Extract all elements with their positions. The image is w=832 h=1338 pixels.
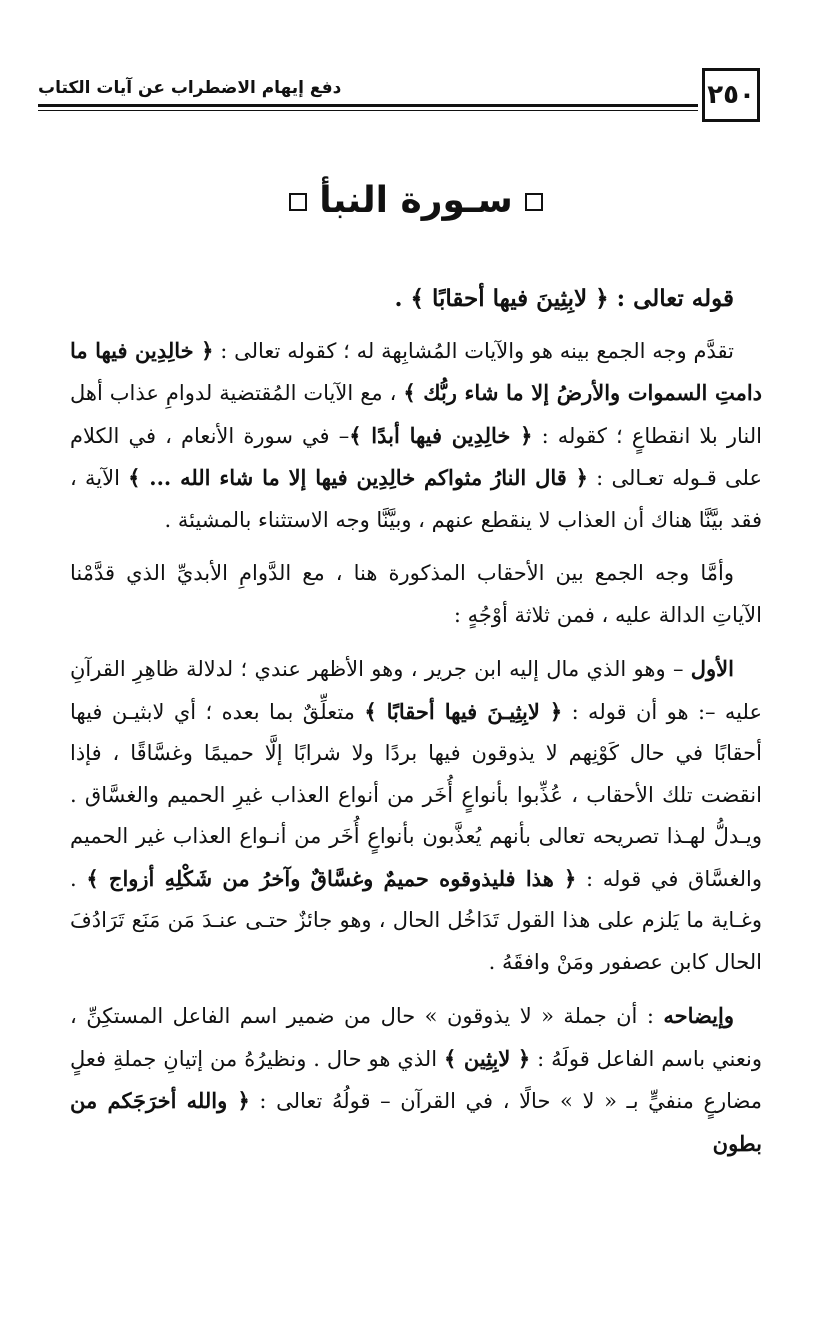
header-rule-thick bbox=[38, 104, 698, 107]
quran-quote: ﴿ هذا فليذوقوه حميمٌ وغسَّاقٌ وآخرُ من شَكْلِهِ أزواج ﴾ bbox=[86, 865, 577, 891]
text-run: متعلِّقٌ بما بعده ؛ أي لابثيـن فيها أحقابًا في حال كَوْنِهم لا يذوقون فيها بردًا ولا شرابًا إلَّا حميمًا وغسَّاقًا ، فإذا انقضت تلك الأحقاب ، عُذِّبوا بأنواعٍ أُخَر من أنواع العذاب غيرِ الحميم والغسَّاق . ويـدلُّ لهـذا تصريحه تعالى بأنهم يُعذَّبون بأنواعٍ أُخَر من أنـواع العذاب غير الحميم والغسَّاق في قوله : bbox=[70, 699, 762, 891]
paragraph bbox=[70, 648, 762, 983]
paragraph: وأمَّا وجه الجمع بين الأحقاب المذكورة هنا ، مع الدَّوامِ الأبديِّ الذي قدَّمْنا الآياتِ الدالة عليه ، فمن ثلاثة أوْجُهٍ : bbox=[70, 561, 762, 627]
paragraph bbox=[70, 330, 762, 542]
text-run: : أن جملة « لا يذوقون » حال من ضمير اسم الفاعل المستكِنِّ ، ونعني باسم الفاعل قولَهُ : bbox=[70, 1004, 762, 1071]
quran-quote: ﴿ خالِدِين فيها أبدًا ﴾ bbox=[349, 422, 533, 448]
page-number: ٢٥٠ bbox=[702, 68, 760, 122]
text-run: . وغـاية ما يَلزم على هذا القول تَدَاخُل الحال ، وهو جائزٌ حتـى عنـدَ مَن مَنَع تَرَادُفَ الحال كابن عصفور ومَنْ وافقَهُ . bbox=[70, 866, 762, 974]
text-run: تقدَّم وجه الجمع بينه هو والآيات المُشابِهة له ؛ كقوله تعالى : bbox=[213, 338, 734, 363]
body-text bbox=[70, 278, 762, 1177]
point-label: وإيضاحه bbox=[663, 1003, 734, 1028]
quran-quote: ﴿ خالِدِين فيها ما دامتِ السموات والأرضُ إلا ما شاء ربُّك ﴾ bbox=[70, 337, 763, 405]
text-run: الذي هو حال . ونظيرُهُ من إتيانِ جملةِ فعلٍ مضارعٍ منفيٍّ بـ « لا » حالًا ، في القرآن – قولُهُ تعالى : bbox=[70, 1046, 762, 1113]
text-run: ، مع الآيات المُقتضية لدوامِ عذاب أهل النار بلا انقطاعٍ ؛ كقوله : bbox=[70, 381, 762, 448]
running-title: دفع إيهام الاضطراب عن آيات الكتاب bbox=[38, 78, 342, 98]
text-run: – في سورة الأنعام ، في الكلام على قـوله تعـالى : bbox=[70, 423, 762, 490]
quran-quote: ﴿ والله أخرَجَكم من بطون bbox=[70, 1088, 762, 1156]
surah-heading bbox=[0, 180, 832, 221]
text-run: الآية ، فقد بيَّنَّا هناك أن العذاب لا ينقطع عنهم ، وبيَّنَّا وجه الاستثناء بالمشيئة . bbox=[70, 466, 762, 532]
quran-quote: ﴿ قال النارُ مثواكم خالِدِين فيها إلا ما شاء الله ... ﴾ bbox=[128, 465, 588, 490]
point-label: الأول bbox=[690, 656, 734, 681]
surah-title: سـورة النبأ bbox=[319, 180, 513, 221]
quran-quote: ﴿ لابِثِيـنَ فيها أحقابًا ﴾ bbox=[364, 698, 563, 724]
quran-quote: ﴿ لابِثِين ﴾ bbox=[443, 1045, 531, 1071]
page-header bbox=[38, 68, 760, 130]
paragraph bbox=[70, 995, 762, 1165]
text-run: – وهو الذي مال إليه ابن جرير ، وهو الأظهر عندي ؛ لدلالة ظاهِرِ القرآنِ عليه –: هو أن قوله : bbox=[70, 657, 762, 724]
verse-heading: قوله تعالى : ﴿ لابِثِينَ فيها أحقابًا ﴾ . bbox=[394, 285, 734, 312]
header-rule-thin bbox=[38, 110, 698, 111]
square-ornament-icon bbox=[525, 193, 543, 211]
square-ornament-icon bbox=[289, 193, 307, 211]
